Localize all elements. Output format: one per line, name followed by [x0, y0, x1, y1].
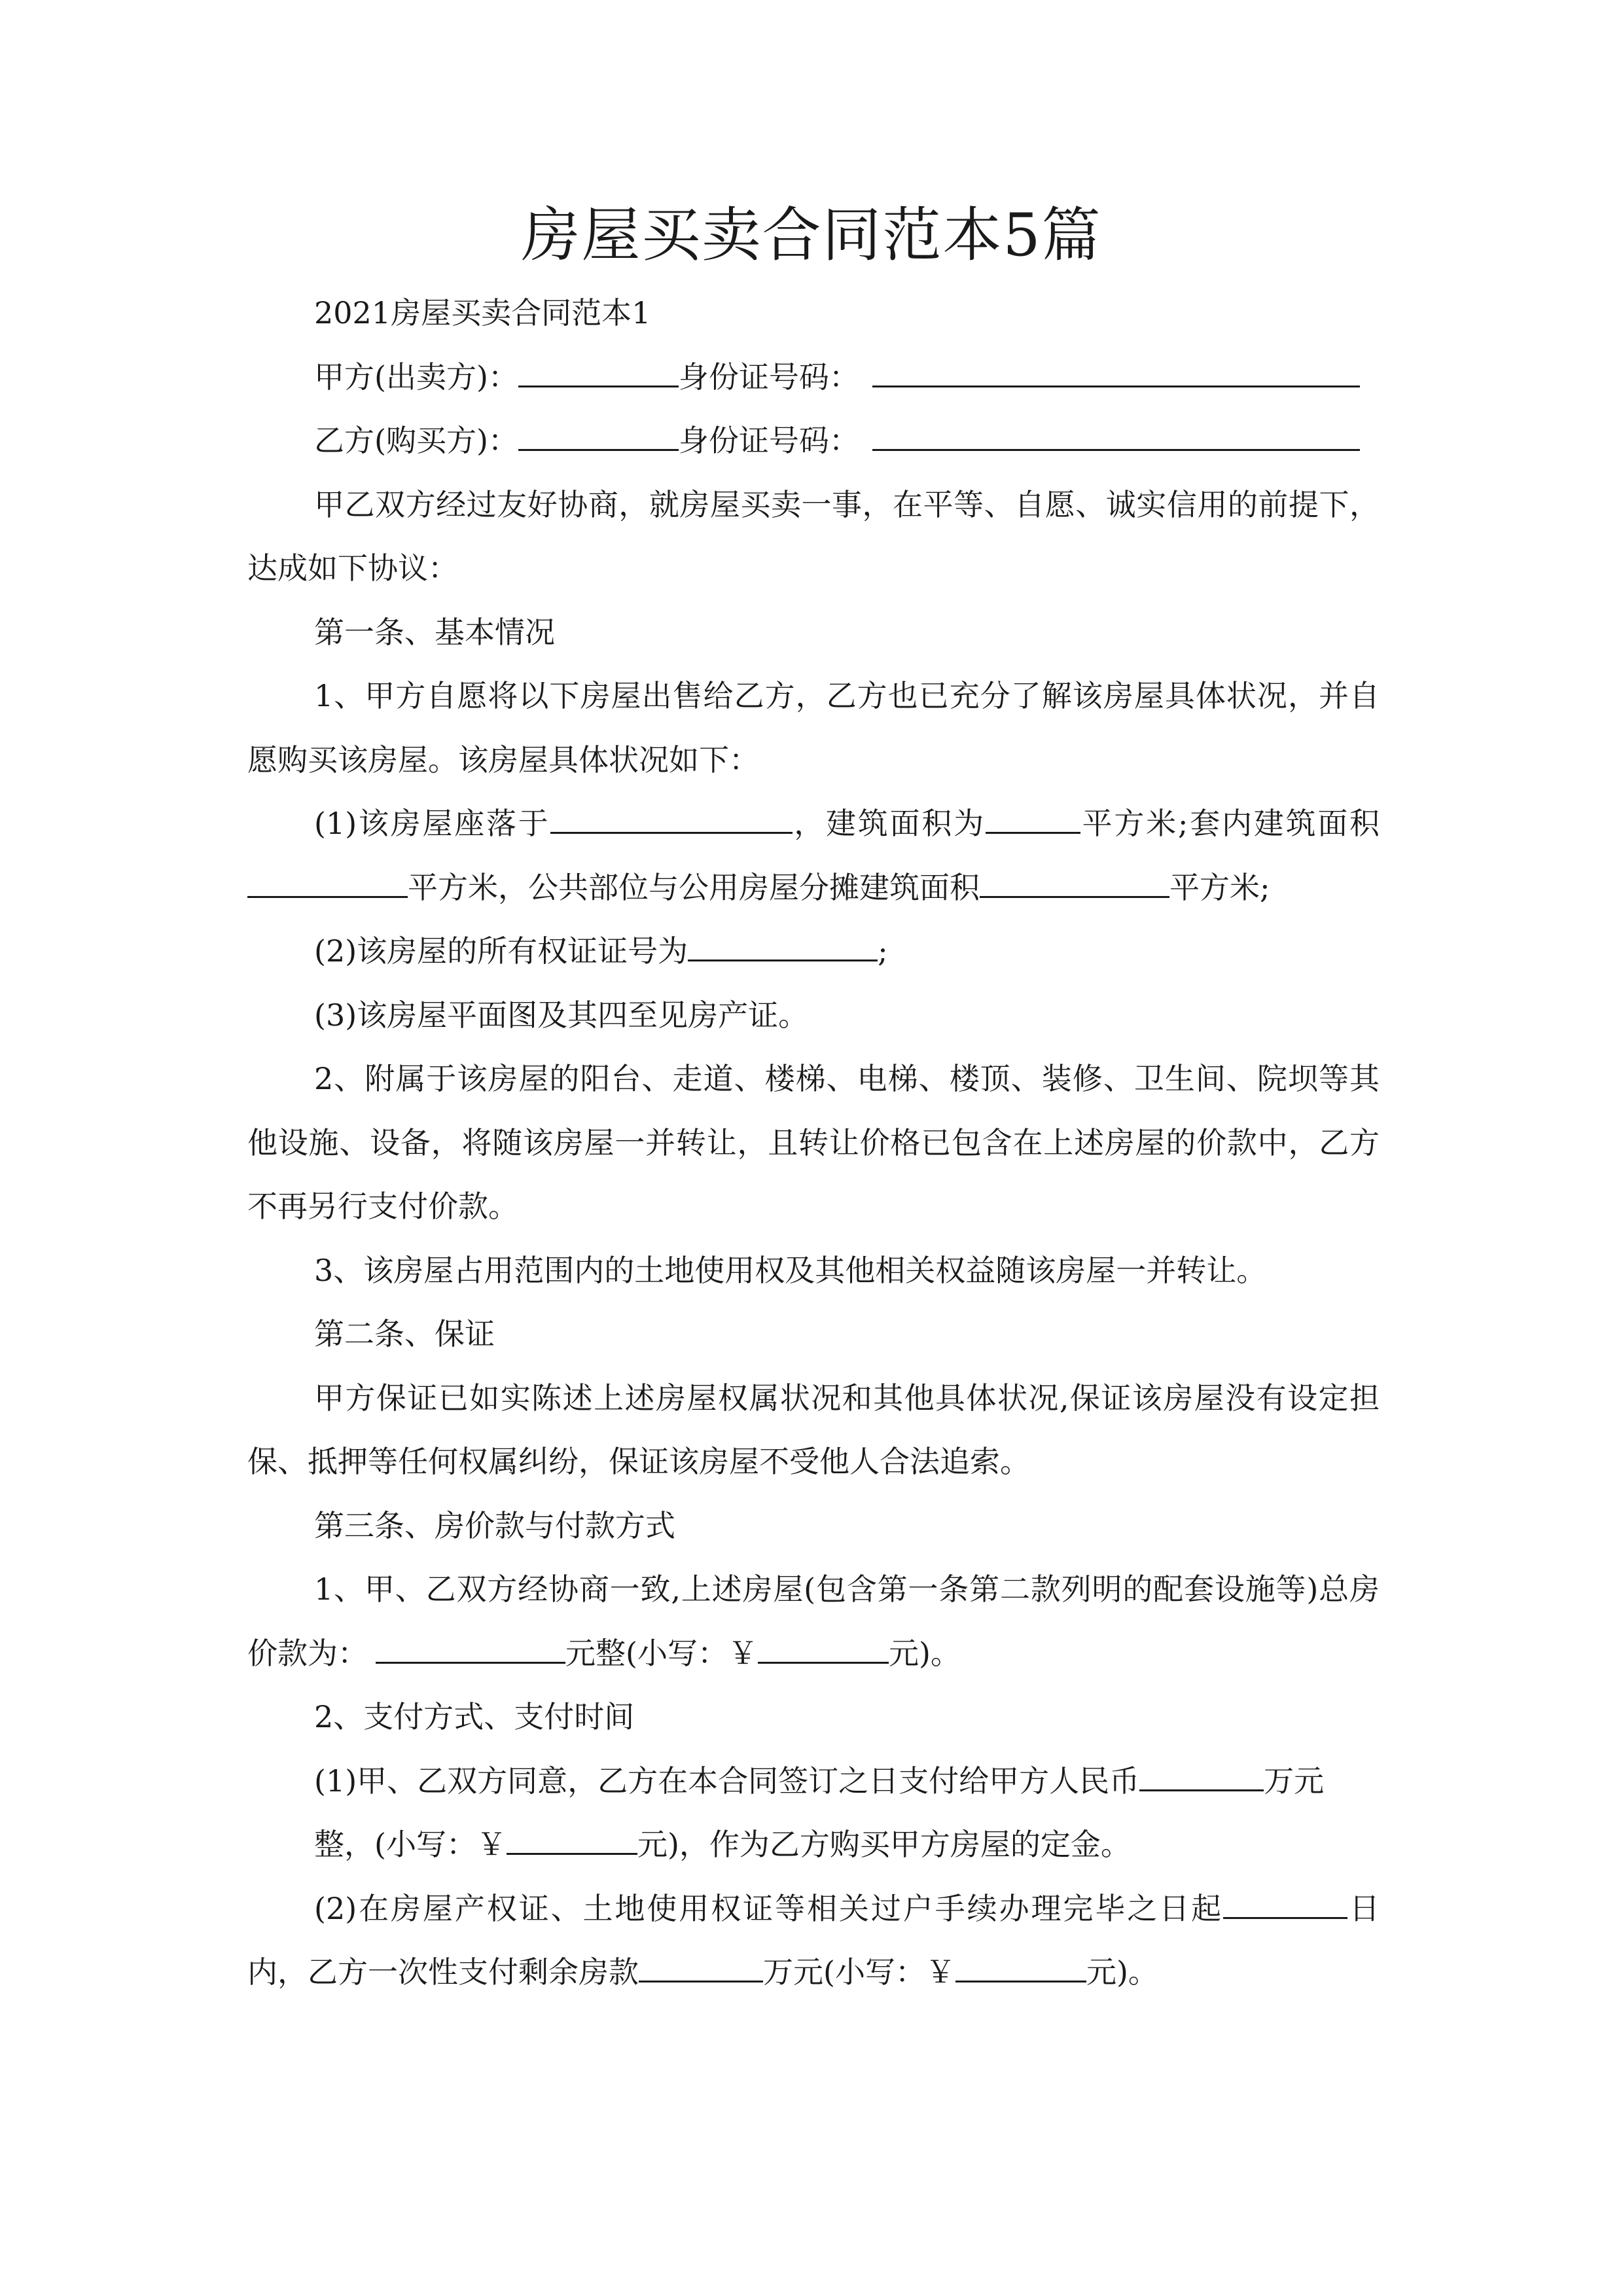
total-price-numeric-blank[interactable] — [758, 1630, 889, 1664]
article-1-clause-3: 3、该房屋占用范围内的土地使用权及其他相关权益随该房屋一并转让。 — [314, 1252, 1267, 1288]
party-a-name-blank[interactable] — [518, 354, 679, 387]
remaining-numeric-blank[interactable] — [955, 1949, 1086, 1982]
payment-days-blank[interactable] — [1223, 1886, 1347, 1919]
document-title: 房屋买卖合同范本5篇 — [521, 201, 1102, 270]
article-1-heading: 第一条、基本情况 — [314, 614, 555, 650]
document-body — [247, 281, 1380, 2005]
contract-subtitle: 2021房屋买卖合同范本1 — [314, 295, 651, 331]
agreement-intro: 甲乙双方经过友好协商，就房屋买卖一事，在平等、自愿、诚实信用的前提下，达成如下协议： — [247, 486, 1380, 586]
article-1-item-3: (3)该房屋平面图及其四至见房产证。 — [314, 997, 809, 1033]
inner-area-blank[interactable] — [247, 865, 408, 898]
article-1-clause-2: 2、附属于该房屋的阳台、走道、楼梯、电梯、楼顶、装修、卫生间、院坝等其他设施、设备，将随该房屋一并转让，且转让价格已包含在上述房屋的价款中，乙方不再另行支付价款。 — [247, 1061, 1380, 1224]
article-3-heading: 第三条、房价款与付款方式 — [314, 1507, 675, 1543]
party-a-id-blank[interactable] — [872, 354, 1360, 387]
article-1-item-2: (2)该房屋的所有权证证号为 ; — [247, 920, 1380, 984]
payment-item-2: (2)在房屋产权证、土地使用权证等相关过户手续办理完毕之日起 日内，乙方一次性支付剩余房款 万元(小写：￥ 元)。 — [247, 1877, 1380, 2005]
article-3-clause-2: 2、支付方式、支付时间 — [314, 1699, 635, 1734]
certificate-number-blank[interactable] — [688, 928, 878, 961]
deposit-numeric-blank[interactable] — [507, 1821, 637, 1855]
party-b-line: 乙方(购买方)： 身份证号码： — [247, 409, 1380, 473]
building-area-blank[interactable] — [986, 800, 1080, 834]
party-a-line: 甲方(出卖方)： 身份证号码： — [247, 346, 1380, 410]
total-price-blank[interactable] — [376, 1630, 565, 1664]
article-2-heading: 第二条、保证 — [314, 1316, 495, 1352]
article-1-clause-1: 1、甲方自愿将以下房屋出售给乙方，乙方也已充分了解该房屋具体状况，并自愿购买该房屋。该房屋具体状况如下： — [247, 678, 1380, 778]
payment-item-1-cont: 整，(小写：￥ 元)，作为乙方购买甲方房屋的定金。 — [247, 1813, 1380, 1877]
payment-item-1: (1)甲、乙双方同意，乙方在本合同签订之日支付给甲方人民币 万元 — [247, 1749, 1380, 1814]
house-location-blank[interactable] — [550, 800, 793, 834]
article-2-clause: 甲方保证已如实陈述上述房屋权属状况和其他具体状况,保证该房屋没有设定担保、抵押等任何权属纠纷，保证该房屋不受他人合法追索。 — [247, 1380, 1380, 1479]
remaining-amount-blank[interactable] — [639, 1949, 763, 1982]
article-1-item-1: (1)该房屋座落于 ，建筑面积为 平方米;套内建筑面积平方米，公共部位与公用房屋分摊建筑面积 平方米; — [247, 792, 1380, 920]
article-3-clause-1: 1、甲、乙双方经协商一致,上述房屋(包含第一条第二款列明的配套设施等)总房价款为： 元整(小写：￥ 元)。 — [247, 1571, 1380, 1671]
shared-area-blank[interactable] — [980, 865, 1169, 898]
party-b-id-blank[interactable] — [872, 418, 1360, 451]
deposit-amount-blank[interactable] — [1139, 1758, 1264, 1791]
party-b-name-blank[interactable] — [518, 418, 679, 451]
